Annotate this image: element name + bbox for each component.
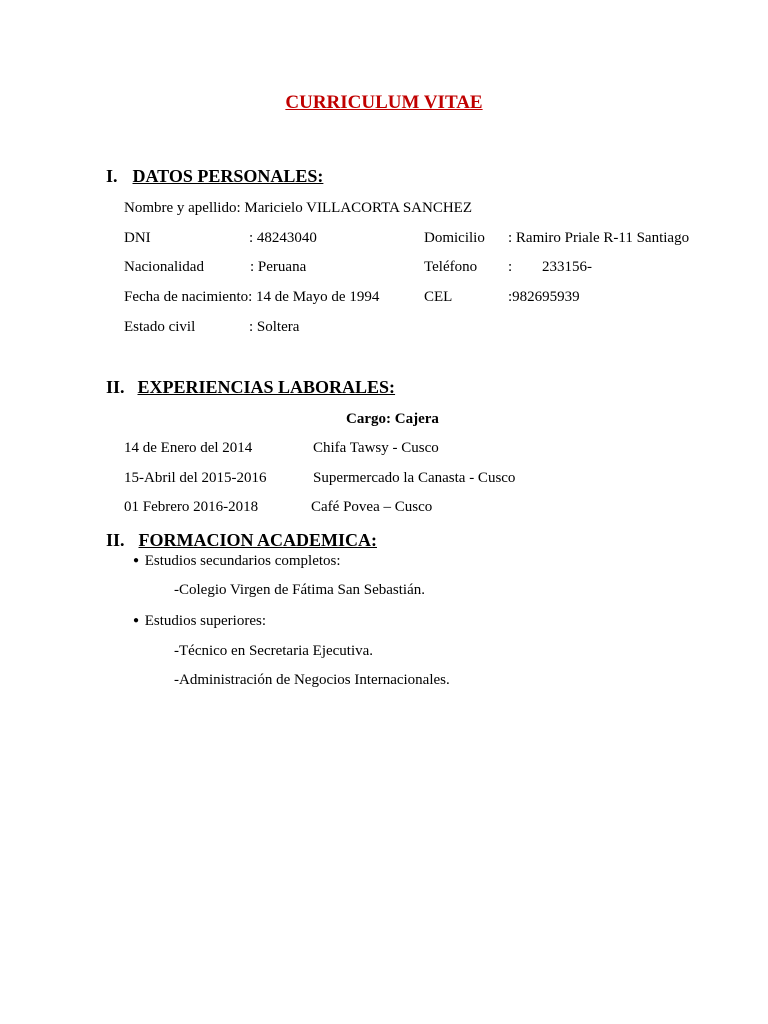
bullet-icon: ● [132,615,140,626]
telefono-label: Teléfono [424,259,478,275]
list-item-detail: -Técnico en Secretaria Ejecutiva. [174,643,374,659]
job-place: Café Povea – Cusco [311,499,433,515]
telefono-value: 233156- [542,259,592,275]
estado-civil-label: Estado civil [124,319,196,335]
telefono-colon: : [508,259,513,275]
nombre-line: Nombre y apellido: Maricielo VILLACORTA SANCHEZ [124,200,472,216]
cargo-line: Cargo: Cajera [346,411,439,427]
domicilio-value: : Ramiro Priale R-11 Santiago [508,230,690,246]
bullet-icon: ● [132,555,140,566]
section-title: DATOS PERSONALES: [132,166,324,186]
nacionalidad-value: : Peruana [250,259,307,275]
list-item-detail: -Colegio Virgen de Fátima San Sebastián. [174,582,426,598]
list-item-superior [131,613,266,630]
section-number: II. [106,377,125,397]
document-title: CURRICULUM VITAE [285,92,483,113]
section-heading-datos [106,166,323,187]
section-heading-formacion [106,530,377,551]
list-item-label: Estudios superiores: [144,613,266,629]
section-title: EXPERIENCIAS LABORALES: [137,377,396,397]
list-item-secundaria [131,553,341,570]
job-place: Chifa Tawsy - Cusco [313,440,439,456]
nacionalidad-label: Nacionalidad [124,259,204,275]
section-heading-experiencia [106,377,395,398]
list-item-detail: -Administración de Negocios Internacionales. [174,672,450,688]
job-date: 14 de Enero del 2014 [124,440,253,456]
fecha-nacimiento: Fecha de nacimiento: 14 de Mayo de 1994 [124,289,380,305]
dni-value: : 48243040 [249,230,317,246]
dni-label: DNI [124,230,151,246]
list-item-label: Estudios secundarios completos: [144,553,341,569]
section-number: I. [106,166,118,186]
job-place: Supermercado la Canasta - Cusco [313,470,516,486]
job-date: 15-Abril del 2015-2016 [124,470,267,486]
section-number: II. [106,530,125,550]
section-title: FORMACION ACADEMICA: [138,530,377,550]
domicilio-label: Domicilio [424,230,485,246]
cel-label: CEL [424,289,453,305]
job-date: 01 Febrero 2016-2018 [124,499,259,515]
estado-civil-value: : Soltera [249,319,300,335]
cel-value: :982695939 [508,289,580,305]
